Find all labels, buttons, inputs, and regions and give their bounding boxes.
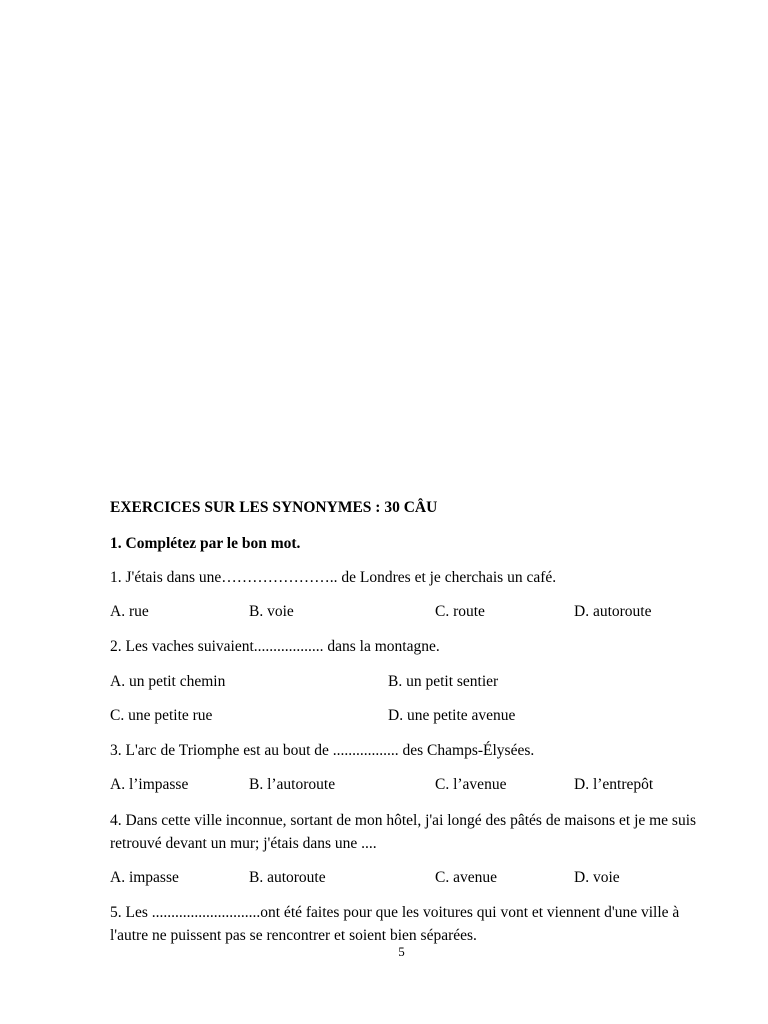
question-1-text: 1. J'étais dans une………………….. de Londres et je cherchais un café. — [110, 569, 557, 586]
question-2-option-c: C. une petite rue — [110, 707, 213, 724]
page-number: 5 — [398, 944, 405, 959]
question-2-option-a: A. un petit chemin — [110, 673, 226, 690]
question-5-text: 5. Les ............................ont été faites pour que les voitures qui vont et viennent d'une ville à l'autre ne puissent pas se rencontrer et soient bien séparées. — [110, 904, 680, 944]
question-1-option-b: B. voie — [249, 603, 294, 620]
question-1-option-a: A. rue — [110, 603, 149, 620]
question-4-option-d: D. voie — [574, 869, 620, 886]
question-3-option-c: C. l’avenue — [435, 776, 507, 793]
question-3-option-a: A. l’impasse — [110, 776, 189, 793]
question-2-text: 2. Les vaches suivaient.................. dans la montagne. — [110, 638, 440, 655]
question-3-option-d: D. l’entrepôt — [574, 776, 654, 793]
question-4-option-c: C. avenue — [435, 869, 497, 886]
question-4-option-b: B. autoroute — [249, 869, 326, 886]
question-1-option-c: C. route — [435, 603, 485, 620]
question-2-option-d: D. une petite avenue — [388, 707, 516, 724]
question-3-text: 3. L'arc de Triomphe est au bout de ................. des Champs-Élysées. — [110, 742, 535, 759]
question-4-text: 4. Dans cette ville inconnue, sortant de mon hôtel, j'ai longé des pâtés de maisons et je me suis retrouvé devant un mur; j'étais dans une .... — [110, 812, 697, 852]
question-1-option-d: D. autoroute — [574, 603, 652, 620]
question-3-option-b: B. l’autoroute — [249, 776, 336, 793]
instruction-heading: 1. Complétez par le bon mot. — [110, 535, 301, 552]
question-4-option-a: A. impasse — [110, 869, 179, 886]
question-2-option-b: B. un petit sentier — [388, 673, 499, 690]
exercise-title: EXERCICES SUR LES SYNONYMES : 30 CÂU — [110, 499, 438, 516]
